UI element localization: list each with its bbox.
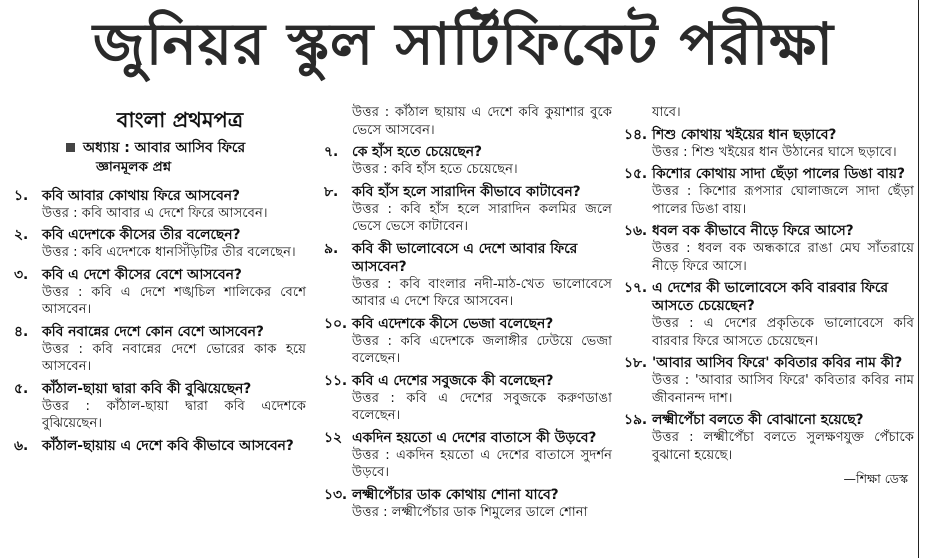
question-number: ৮. [324,183,339,200]
answer: উত্তর : শিশু খইয়ের ধান উঠানের ঘাসে ছড়াবে। [652,144,897,160]
question [624,126,914,144]
qa-item [324,183,612,236]
question [324,429,612,447]
question-number: ৬. [14,437,29,454]
answer: উত্তর : কবি বাংলার নদী-মাঠ-খেত ভালোবেসে আবার এ দেশে ফিরে আসবেন। [352,276,612,309]
question [14,226,306,244]
question-text: কবি নবান্নের দেশে কোন বেশে আসবেন? [42,323,264,340]
column-1 [14,92,306,459]
qa-item [324,143,612,179]
answer: উত্তর : কবি এদেশকে জলাঙ্গীর ঢেউয়ে ভেজা বলেছেন। [352,333,612,366]
qa-item [624,165,914,218]
answer: উত্তর : লক্ষ্মীপেঁচা বলতে সুলক্ষণযুক্ত পেঁচাকে বুঝানো হয়েছে। [652,430,914,463]
answer: উত্তর : 'আবার আসিব ফিরে' কবিতার কবির নাম জীবনানন্দ দাশ। [652,373,914,406]
question-number: ৫. [14,380,29,397]
question-number: ৭. [324,144,339,160]
question-text: কবি এ দেশে কীসের বেশে আসবেন? [42,266,242,283]
question-text: কবি এদেশকে কীসের তীর বলেছেন? [42,227,241,243]
qa-item [14,380,306,433]
question [324,315,612,333]
subsection-heading: জ্ঞানমূলক প্রশ্ন [96,159,172,175]
qa-item [324,315,612,368]
qa-item [324,429,612,482]
answer: উত্তর : কাঁঠাল-ছায়া দ্বারা কবি এদেশকে বুঝিয়েছেন। [42,398,306,431]
qa-item [324,240,612,311]
answer: উত্তর : লক্ষ্মীপেঁচার ডাক শিমুলের ডালে শোনা [352,504,588,520]
question-text: লক্ষ্মীপেঁচার ডাক কোথায় শোনা যাবে? [352,486,559,503]
section-label: অধ্যায় : আবার আসিব ফিরে [83,139,246,156]
qa-list [624,126,914,465]
qa-item [624,126,914,162]
question-text: এ দেশের কী ভালোবেসে কবি বারবার ফিরে আসতে চেয়েছেন? [652,280,889,314]
column-3 [624,104,914,488]
question [324,143,612,161]
answer: উত্তর : কবি এ দেশের সবুজকে করুণডাঙা বলেছেন। [352,390,612,423]
qa-item [624,411,914,464]
answer: উত্তর : ধবল বক অন্ধকারে রাঙা মেঘ সাঁতরায়ে নীড়ে ফিরে আসে। [652,241,914,274]
question-text: কবি কী ভালোবেসে এ দেশে আবার ফিরে আসবেন? [352,240,578,275]
column-rule [918,0,919,558]
question-text: কবি এদেশকে কীসে ভেজা বলেছেন? [352,315,554,332]
qa-item [14,323,306,376]
answer: উত্তর : কবি হাঁস হতে চেয়েছেন। [352,162,518,177]
question-text: ধবল বক কীভাবে নীড়ে ফিরে আসে? [652,223,854,239]
question-number: ১৯. [624,412,648,428]
qa-item [624,354,914,407]
section-heading [14,140,306,158]
question-text: একদিন হয়তো এ দেশের বাতাসে কী উড়বে? [352,429,597,446]
question [324,372,612,390]
question-text: শিশু কোথায় খইয়ের ধান ছড়াবে? [652,126,837,143]
question-text: কবি আবার কোথায় ফিরে আসবেন? [42,187,240,204]
question-number: ১১. [324,372,348,389]
question-number: ১২ [324,429,342,446]
answer: উত্তর : কবি এ দেশে শঙ্খচিল শালিকের বেশে আসবেন। [42,284,306,317]
question-number: ১৬. [624,223,648,239]
question [14,437,306,455]
question-number: ১৫. [624,166,648,182]
question [324,183,612,201]
answer: উত্তর : এ দেশের প্রকৃতিকে ভালোবেসে কবি বারবার ফিরে আসতে চেয়েছেন। [652,316,914,349]
qa-item [14,437,306,455]
answer-continuation: উত্তর : কাঁঠাল ছায়ায় এ দেশে কবি কুয়াশার বুকে ভেসে আসবেন। [352,105,612,138]
question [324,240,612,276]
question-number: ৪. [14,323,29,340]
answer: উত্তর : কবি নবান্নের দেশে ভোরের কাক হয়ে আসবেন। [42,341,306,374]
question [624,222,914,240]
qa-item [624,222,914,275]
question [624,165,914,183]
question [624,279,914,315]
question-number: ১৮. [624,355,648,371]
question-text: কাঁঠাল-ছায়ায় এ দেশে কবি কীভাবে আসবেন? [42,437,294,454]
question-text: 'আবার আসিব ফিরে' কবিতার কবির নাম কী? [652,355,903,371]
headline: জুনিয়র স্কুল সার্টিফিকেট পরীক্ষা [92,9,835,78]
question-number: ১৪. [624,126,648,143]
question-text: লক্ষ্মীপেঁচা বলতে কী বোঝানো হয়েছে? [652,412,864,428]
answer: উত্তর : কবি এদেশকে ধানসিঁড়িটির তীর বলেছেন। [42,245,296,260]
question-text: কবি হাঁস হলে সারাদিন কীভাবে কাটাবেন? [352,183,581,200]
question-text: কিশোর কোথায় সাদা ছেঁড়া পালের ডিঙা বায়? [652,166,906,182]
question-text: কাঁঠাল-ছায়া দ্বারা কবি কী বুঝিয়েছেন? [42,380,252,397]
question-number: ১০. [324,315,348,332]
answer-continuation: যাবে। [652,105,681,120]
question-number: ৯. [324,240,339,257]
qa-item [14,187,306,223]
qa-item [14,226,306,262]
question [624,411,914,429]
question-text: কে হাঁস হতে চেয়েছেন? [352,144,483,160]
desk-signature: —শিক্ষা ডেস্ক [843,471,908,486]
column-2 [324,104,612,525]
square-bullet-icon [66,143,75,152]
answer: উত্তর : একদিন হয়তো এ দেশের বাতাসে সুদর্শন উড়বে। [352,447,612,480]
question [624,354,914,372]
question-number: ৩. [14,266,29,283]
question-number: ১৭. [624,280,648,296]
question [14,187,306,205]
qa-list [324,143,612,521]
question-number: ২. [14,227,29,243]
answer: উত্তর : কিশোর রূপসার ঘোলাজলে সাদা ছেঁড়া পালের ডিঙা বায়। [652,184,914,217]
question-number: ১. [14,187,29,204]
question [14,266,306,284]
question-text: কবি এ দেশের সবুজকে কী বলেছেন? [352,372,554,389]
question-number: ১৩. [324,486,348,503]
answer: উত্তর : কবি আবার এ দেশে ফিরে আসবেন। [42,205,268,221]
question [14,323,306,341]
question [324,486,612,504]
qa-list [14,187,306,455]
qa-item [324,486,612,522]
qa-item [324,372,612,425]
answer: উত্তর : কবি হাঁস হলে সারাদিন কলমির জলে ভেসে ভেসে কাটাবেন। [352,201,612,234]
paper-title: বাংলা প্রথমপত্র [116,108,244,132]
question [14,380,306,398]
qa-item [624,279,914,350]
qa-item [14,266,306,319]
